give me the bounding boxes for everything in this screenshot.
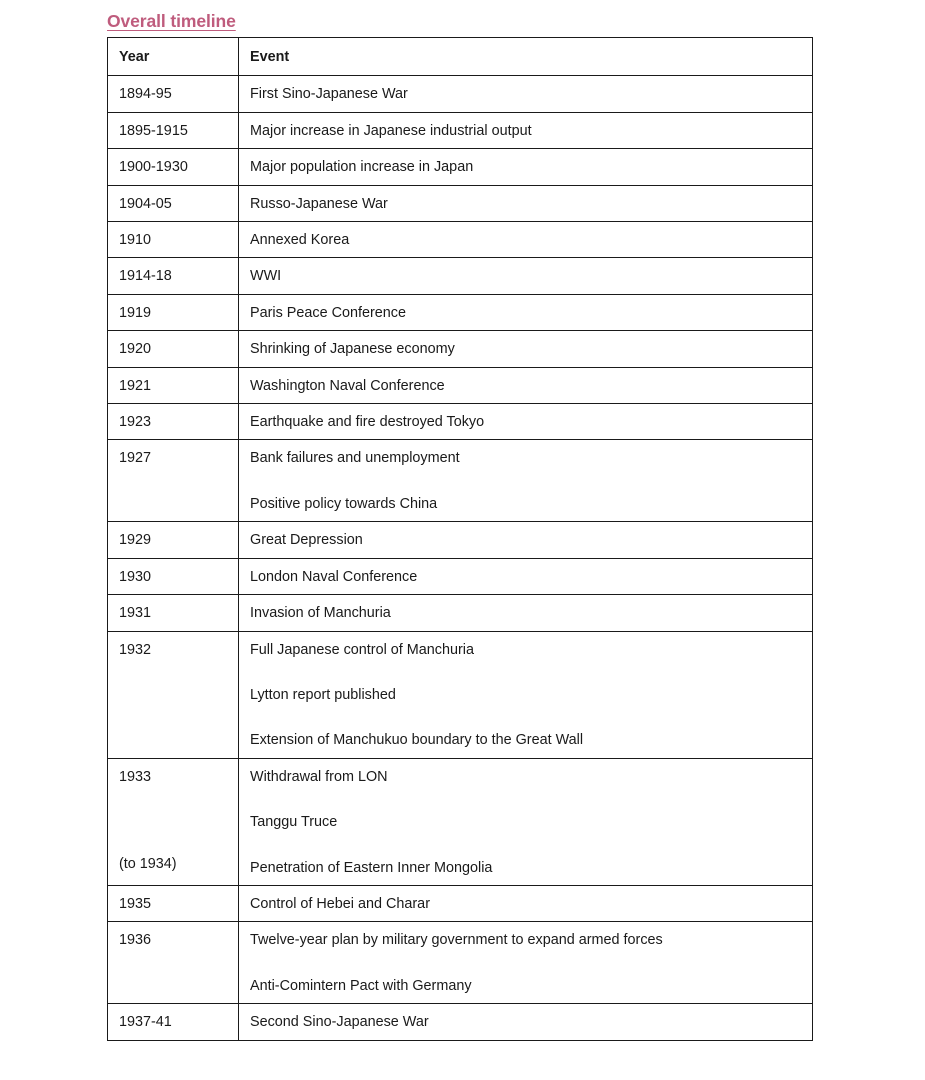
- event-cell-content: [239, 522, 812, 557]
- table-cell-year: [108, 367, 239, 403]
- year-cell-content: [108, 368, 238, 403]
- year-label: 1920: [119, 341, 152, 358]
- table-cell-event: [239, 558, 813, 594]
- event-cell-content: [239, 149, 812, 184]
- event-cell-content: [239, 759, 812, 885]
- year-cell-content: [108, 1004, 238, 1039]
- table-cell-year: [108, 558, 239, 594]
- event-label: Full Japanese control of Manchuria: [250, 641, 474, 658]
- year-cell-content: [108, 76, 238, 111]
- year-label: 1931: [119, 605, 152, 622]
- event-cell-content: [239, 404, 812, 439]
- event-label: Twelve-year plan by military government to expand armed forces: [250, 932, 663, 949]
- table-row: [108, 331, 813, 367]
- table-body: [108, 76, 813, 1040]
- event-label: Paris Peace Conference: [250, 304, 406, 321]
- event-cell-content: [239, 886, 812, 921]
- table-cell-year: [108, 404, 239, 440]
- event-cell-content: [239, 331, 812, 366]
- table-cell-event: [239, 885, 813, 921]
- event-label: Annexed Korea: [250, 232, 350, 249]
- year-label: 1914-18: [119, 268, 172, 285]
- table-row: [108, 185, 813, 221]
- table-cell-event: [239, 185, 813, 221]
- table-cell-year: [108, 222, 239, 258]
- year-cell-content: [108, 595, 238, 630]
- column-header-event-label: Event: [250, 49, 290, 65]
- table-row: [108, 440, 813, 522]
- table-row: [108, 885, 813, 921]
- event-cell-content: [239, 113, 812, 148]
- column-header-year: [108, 38, 239, 76]
- event-label: Russo-Japanese War: [250, 195, 388, 212]
- table-header-row: [108, 38, 813, 76]
- event-cell-content: [239, 1004, 812, 1039]
- event-cell-content: [239, 368, 812, 403]
- event-cell-content: [239, 559, 812, 594]
- table-row: [108, 631, 813, 758]
- year-cell-content: [108, 440, 238, 475]
- year-label: 1929: [119, 532, 152, 549]
- event-label: Penetration of Eastern Inner Mongolia: [250, 859, 493, 876]
- table-cell-event: [239, 112, 813, 148]
- table-cell-event: [239, 595, 813, 631]
- table-row: [108, 367, 813, 403]
- table-row: [108, 922, 813, 1004]
- event-label: First Sino-Japanese War: [250, 86, 408, 103]
- table-cell-year: [108, 631, 239, 758]
- event-label: Shrinking of Japanese economy: [250, 341, 455, 358]
- table-row: [108, 294, 813, 330]
- table-cell-event: [239, 404, 813, 440]
- year-cell-content: [108, 331, 238, 366]
- table-cell-year: [108, 258, 239, 294]
- event-label: WWI: [250, 268, 282, 285]
- table-cell-year: [108, 185, 239, 221]
- year-cell-content: [108, 149, 238, 184]
- event-label: Tanggu Truce: [250, 814, 338, 831]
- event-cell-content: [239, 922, 812, 1003]
- event-label: Withdrawal from LON: [250, 768, 388, 785]
- year-label: 1923: [119, 414, 152, 431]
- year-label: 1894-95: [119, 86, 172, 103]
- table-row: [108, 595, 813, 631]
- year-label: 1927: [119, 450, 152, 467]
- year-cell-content: [108, 632, 238, 667]
- table-header: [108, 38, 813, 76]
- year-label: 1937-41: [119, 1014, 172, 1031]
- table-row: [108, 258, 813, 294]
- event-label: Invasion of Manchuria: [250, 605, 391, 622]
- table-cell-year: [108, 522, 239, 558]
- table-cell-event: [239, 222, 813, 258]
- table-cell-event: [239, 367, 813, 403]
- year-label: 1900-1930: [119, 159, 188, 176]
- column-header-year-label: Year: [119, 49, 150, 65]
- table-cell-year: [108, 112, 239, 148]
- year-label: (to 1934): [119, 856, 177, 873]
- year-label: 1935: [119, 895, 152, 912]
- event-label: Second Sino-Japanese War: [250, 1014, 429, 1031]
- table-cell-year: [108, 149, 239, 185]
- event-cell-content: [239, 440, 812, 521]
- table-cell-event: [239, 258, 813, 294]
- event-label: Great Depression: [250, 532, 363, 549]
- table-cell-event: [239, 1004, 813, 1040]
- table-cell-event: [239, 149, 813, 185]
- year-cell-content: [108, 222, 238, 257]
- year-label: 1933: [119, 768, 152, 785]
- table-cell-event: [239, 331, 813, 367]
- table-cell-year: [108, 1004, 239, 1040]
- table-cell-year: [108, 76, 239, 112]
- year-label: 1904-05: [119, 195, 172, 212]
- year-cell-content: [108, 759, 238, 882]
- year-label: 1910: [119, 232, 152, 249]
- event-cell-content: [239, 258, 812, 293]
- table-cell-event: [239, 440, 813, 522]
- year-cell-content: [108, 886, 238, 921]
- table-cell-year: [108, 595, 239, 631]
- table-row: [108, 149, 813, 185]
- year-cell-content: [108, 258, 238, 293]
- year-label: 1932: [119, 641, 152, 658]
- overall-timeline-table: [107, 37, 813, 1041]
- table-row: [108, 76, 813, 112]
- event-label: Anti-Comintern Pact with Germany: [250, 977, 472, 994]
- event-label: Bank failures and unemployment: [250, 450, 460, 467]
- table-row: [108, 758, 813, 885]
- year-cell-content: [108, 404, 238, 439]
- table-row: [108, 404, 813, 440]
- year-cell-content: [108, 559, 238, 594]
- table-cell-event: [239, 76, 813, 112]
- table-cell-event: [239, 758, 813, 885]
- page-title: Overall timeline: [107, 11, 236, 31]
- year-cell-content: [108, 922, 238, 957]
- table-row: [108, 558, 813, 594]
- year-label: 1936: [119, 932, 152, 949]
- table-cell-year: [108, 294, 239, 330]
- table-cell-year: [108, 922, 239, 1004]
- year-label: 1895-1915: [119, 122, 188, 139]
- event-label: Control of Hebei and Charar: [250, 895, 430, 912]
- year-label: 1919: [119, 304, 152, 321]
- event-label: Extension of Manchukuo boundary to the Great Wall: [250, 732, 584, 749]
- event-cell-content: [239, 76, 812, 111]
- column-header-event: [239, 38, 813, 76]
- year-label: 1921: [119, 377, 152, 394]
- table-cell-year: [108, 758, 239, 885]
- table-cell-year: [108, 440, 239, 522]
- table-row: [108, 112, 813, 148]
- table-row: [108, 222, 813, 258]
- table-cell-event: [239, 522, 813, 558]
- event-cell-content: [239, 222, 812, 257]
- event-label: Major population increase in Japan: [250, 159, 474, 176]
- event-label: London Naval Conference: [250, 568, 418, 585]
- year-cell-content: [108, 522, 238, 557]
- event-label: Earthquake and fire destroyed Tokyo: [250, 414, 485, 431]
- event-cell-content: [239, 595, 812, 630]
- event-cell-content: [239, 632, 812, 758]
- table-cell-event: [239, 631, 813, 758]
- event-label: Lytton report published: [250, 686, 396, 703]
- event-label: Positive policy towards China: [250, 495, 438, 512]
- event-label: Major increase in Japanese industrial output: [250, 122, 532, 139]
- table-cell-event: [239, 922, 813, 1004]
- event-label: Washington Naval Conference: [250, 377, 445, 394]
- year-label: 1930: [119, 568, 152, 585]
- event-cell-content: [239, 295, 812, 330]
- table-cell-year: [108, 885, 239, 921]
- table-row: [108, 1004, 813, 1040]
- year-cell-content: [108, 295, 238, 330]
- event-cell-content: [239, 186, 812, 221]
- table-cell-event: [239, 294, 813, 330]
- table-cell-year: [108, 331, 239, 367]
- year-cell-content: [108, 186, 238, 221]
- table-row: [108, 522, 813, 558]
- year-cell-content: [108, 113, 238, 148]
